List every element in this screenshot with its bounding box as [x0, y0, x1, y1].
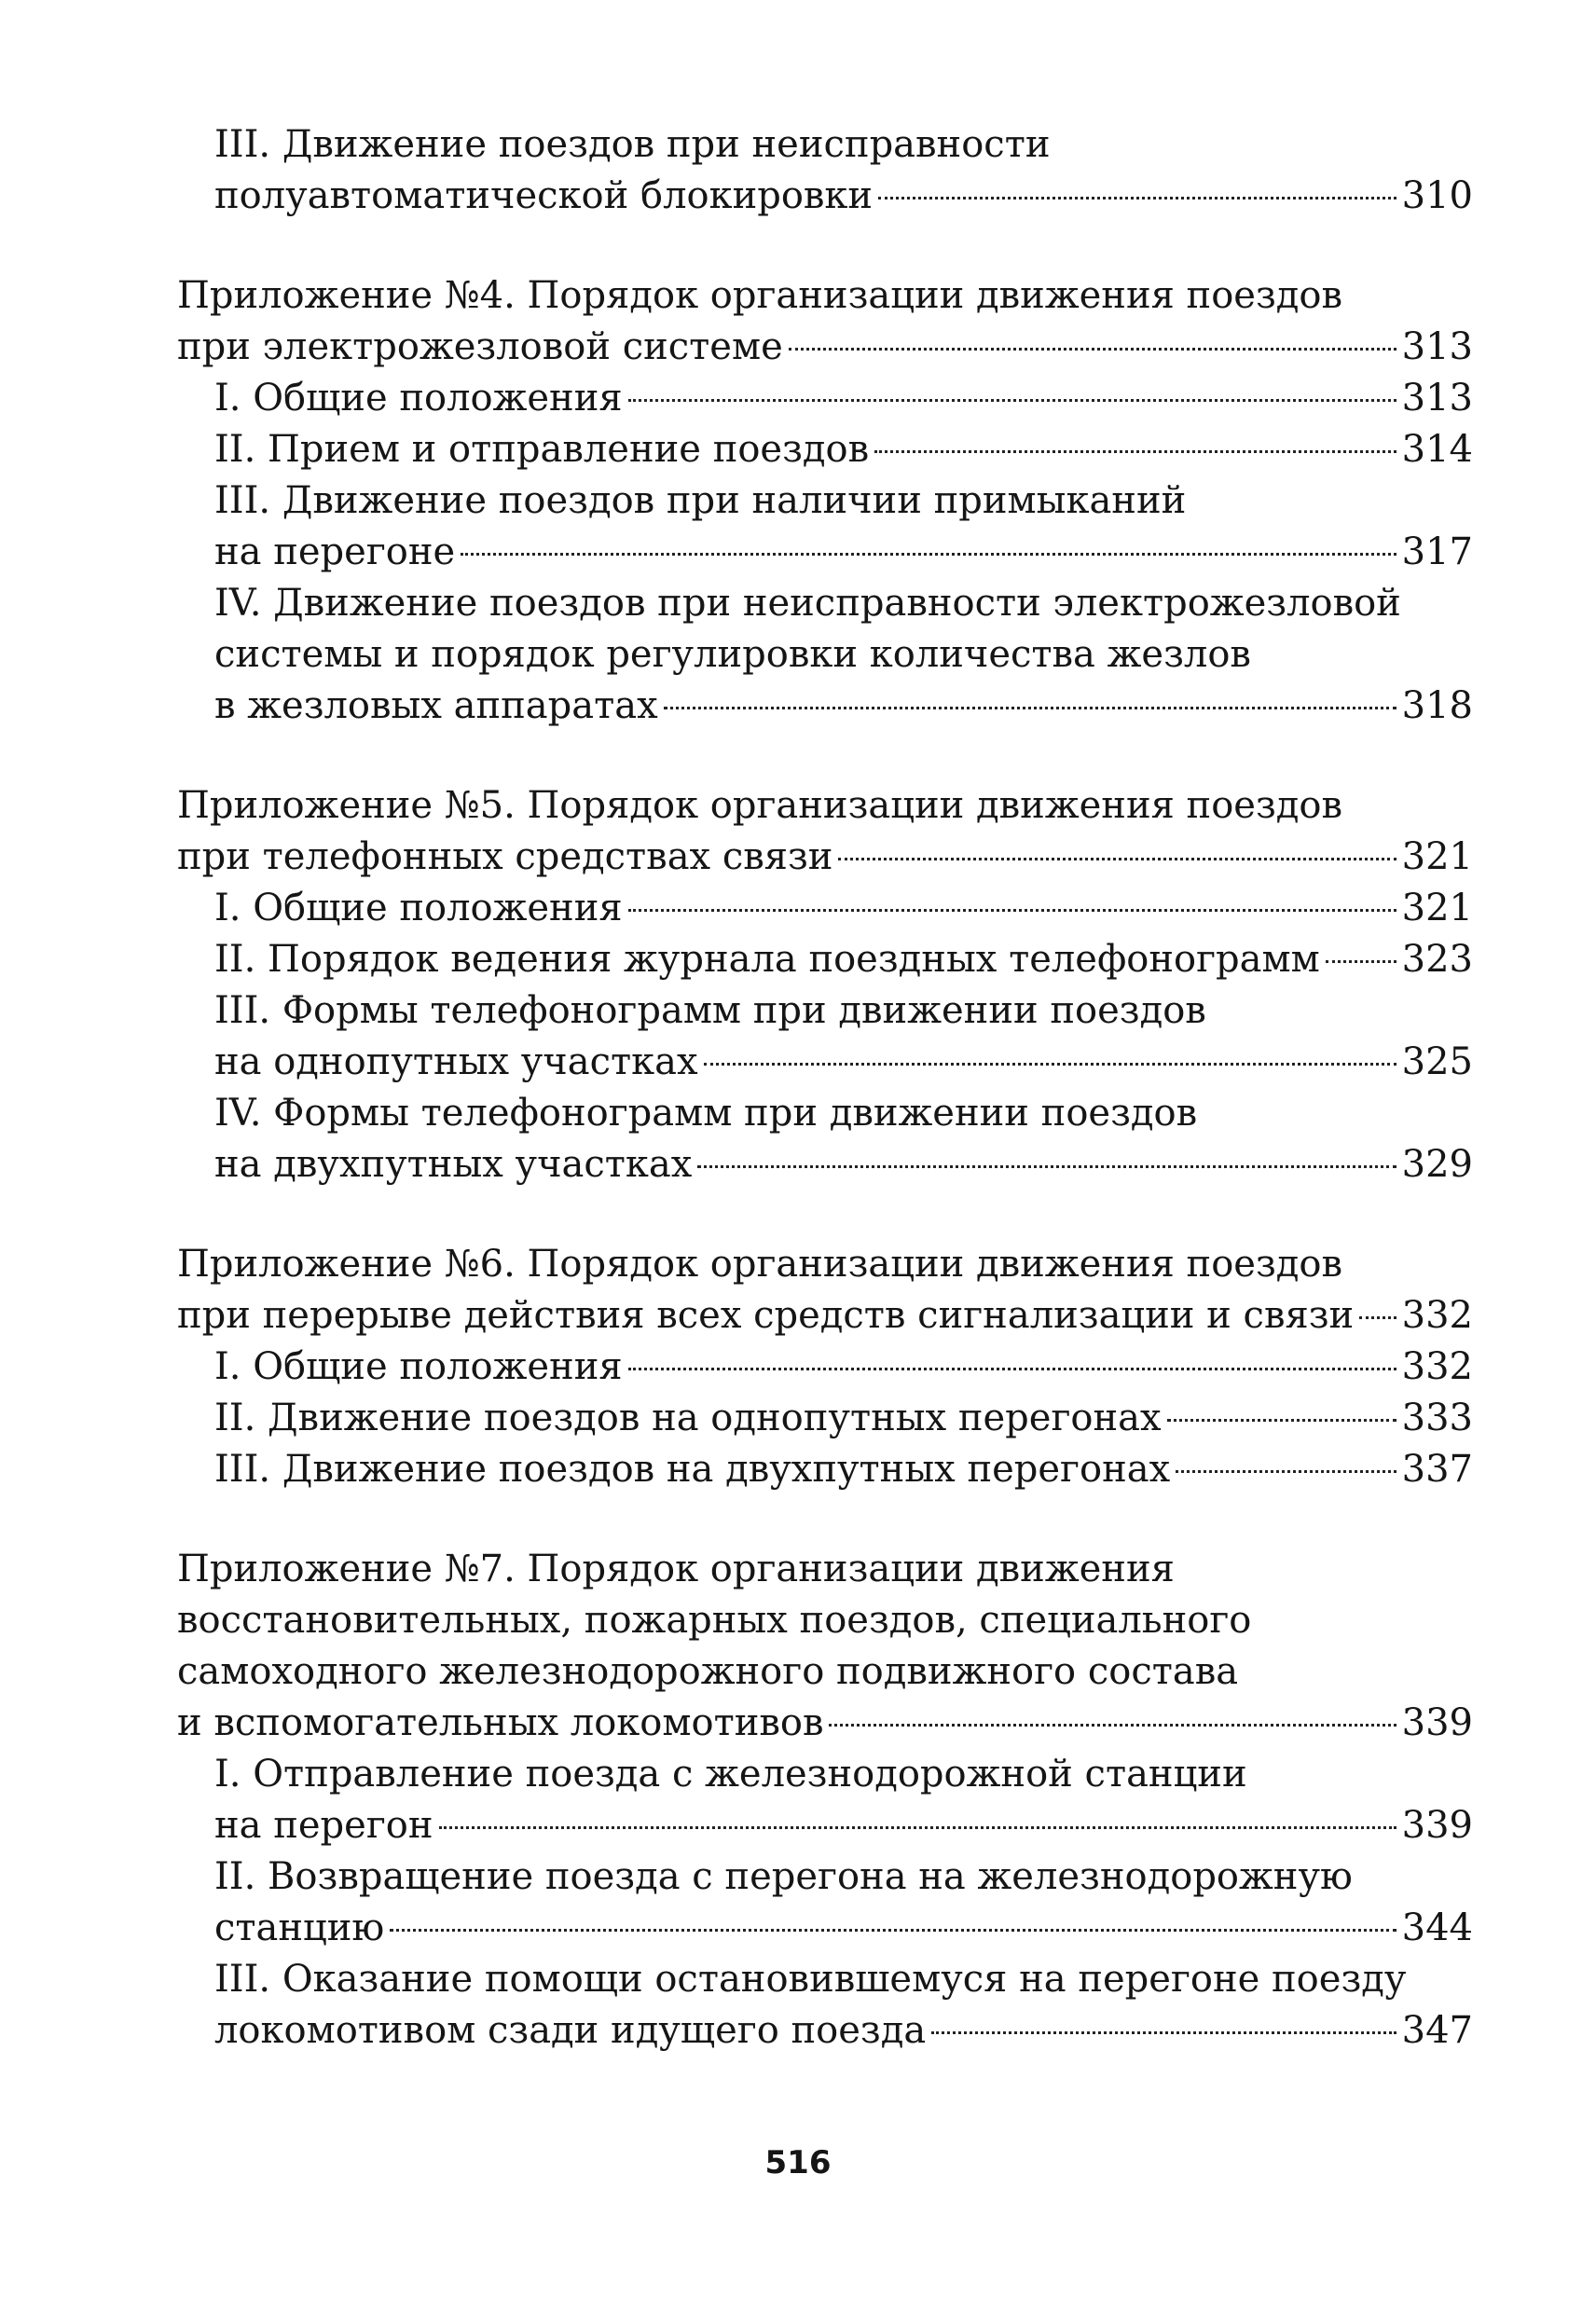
toc-entry — [214, 1393, 1473, 1444]
toc-entry-text: II. Прием и отправление поездов — [214, 428, 870, 471]
toc-entry-continued — [177, 1646, 1473, 1698]
toc-page-number: 339 — [1401, 1701, 1473, 1744]
toc-entry-text: II. Движение поездов на однопутных перегонах — [214, 1397, 1162, 1439]
page-number: 516 — [764, 2144, 832, 2181]
toc-entry — [214, 1903, 1473, 1954]
toc-entry — [214, 1444, 1473, 1495]
toc-entry-text: IV. Движение поездов при неисправности электрожезловой — [214, 582, 1401, 625]
toc-entry — [214, 1139, 1473, 1190]
toc-entry-continued — [214, 1851, 1473, 1903]
dot-leader — [628, 1368, 1396, 1370]
toc-entry — [214, 373, 1473, 424]
toc-entry — [214, 1342, 1473, 1393]
toc-page-number: 313 — [1401, 325, 1473, 368]
toc-entry-continued — [177, 780, 1473, 832]
toc-entry-continued — [214, 578, 1473, 629]
toc-entry-text: станцию — [214, 1906, 385, 1949]
toc-entry-continued — [214, 1749, 1473, 1800]
toc-entry-text: I. Общие положения — [214, 377, 623, 420]
toc-entry-text: I. Общие положения — [214, 887, 623, 929]
toc-entry-continued — [214, 475, 1473, 527]
toc-page-number: 337 — [1401, 1448, 1473, 1491]
toc-entry-text: Приложение №4. Порядок организации движения поездов — [177, 274, 1343, 317]
dot-leader — [1176, 1470, 1396, 1473]
dot-leader — [931, 2031, 1396, 2034]
toc-entry-continued — [214, 1954, 1473, 2005]
toc-entry — [214, 527, 1473, 578]
dot-leader — [838, 858, 1396, 860]
toc-entry — [214, 424, 1473, 475]
toc-entry-continued — [214, 629, 1473, 681]
toc-entry-text: восстановительных, пожарных поездов, специального — [177, 1599, 1252, 1642]
toc-entry-text: Приложение №5. Порядок организации движения поездов — [177, 784, 1343, 827]
toc-entry-continued — [214, 985, 1473, 1037]
toc-entry-text: I. Общие положения — [214, 1345, 623, 1388]
toc-entry — [214, 1037, 1473, 1088]
toc-entry-text: на однопутных участках — [214, 1040, 698, 1083]
dot-leader — [439, 1826, 1396, 1829]
toc-entry — [214, 934, 1473, 985]
toc-entry-continued — [214, 1088, 1473, 1139]
table-of-contents — [177, 119, 1473, 2057]
dot-leader — [878, 197, 1396, 200]
toc-entry — [214, 681, 1473, 732]
toc-page-number: 321 — [1401, 887, 1473, 929]
dot-leader — [461, 553, 1396, 556]
toc-page-number: 332 — [1401, 1345, 1473, 1388]
toc-page-number: 332 — [1401, 1294, 1473, 1337]
toc-page-number: 317 — [1401, 530, 1473, 573]
toc-entry-text: III. Формы телефонограмм при движении поездов — [214, 989, 1206, 1032]
toc-page-number: 347 — [1401, 2009, 1473, 2052]
toc-page-number: 323 — [1401, 938, 1473, 981]
toc-page-number: 318 — [1401, 684, 1473, 727]
toc-entry-text: при перерыве действия всех средств сигнализации и связи — [177, 1294, 1355, 1337]
toc-entry-text: III. Движение поездов на двухпутных перегонах — [214, 1448, 1171, 1491]
dot-leader — [628, 909, 1396, 912]
dot-leader — [628, 399, 1396, 402]
toc-entry-continued — [214, 119, 1473, 171]
dot-leader — [1359, 1316, 1396, 1319]
toc-entry-text: системы и порядок регулировки количества жезлов — [214, 633, 1251, 676]
toc-page-number: 344 — [1401, 1906, 1473, 1949]
toc-entry-text: I. Отправление поезда с железнодорожной станции — [214, 1753, 1247, 1796]
dot-leader — [664, 707, 1396, 709]
dot-leader — [1326, 960, 1396, 963]
toc-entry-text: III. Оказание помощи остановившемуся на перегоне поезду — [214, 1958, 1407, 2001]
toc-page-number: 314 — [1401, 428, 1473, 471]
toc-entry-text: при электрожезловой системе — [177, 325, 783, 368]
toc-entry — [214, 1800, 1473, 1851]
dot-leader — [829, 1724, 1396, 1727]
dot-leader — [697, 1165, 1396, 1168]
dot-leader — [874, 450, 1396, 453]
dot-leader — [789, 348, 1396, 351]
toc-entry-text: в жезловых аппаратах — [214, 684, 658, 727]
toc-entry — [214, 171, 1473, 222]
toc-entry-text: Приложение №6. Порядок организации движения поездов — [177, 1243, 1343, 1286]
toc-entry-text: на перегоне — [214, 530, 456, 573]
toc-entry-text: II. Порядок ведения журнала поездных телефонограмм — [214, 938, 1320, 981]
toc-entry — [214, 883, 1473, 934]
toc-entry-continued — [177, 270, 1473, 322]
toc-entry-text: II. Возвращение поезда с перегона на железнодорожную — [214, 1855, 1353, 1898]
toc-page-number: 313 — [1401, 377, 1473, 420]
toc-entry — [177, 832, 1473, 883]
toc-page-number: 321 — [1401, 835, 1473, 878]
dot-leader — [390, 1929, 1396, 1932]
toc-entry-text: самоходного железнодорожного подвижного состава — [177, 1650, 1239, 1693]
toc-entry-text: при телефонных средствах связи — [177, 835, 833, 878]
toc-entry — [214, 2005, 1473, 2057]
toc-entry-text: на двухпутных участках — [214, 1143, 693, 1186]
toc-entry — [177, 1698, 1473, 1749]
toc-entry-text: полуавтоматической блокировки — [214, 174, 874, 217]
toc-entry-text: IV. Формы телефонограмм при движении поездов — [214, 1092, 1198, 1135]
toc-page-number: 310 — [1401, 174, 1473, 217]
toc-page-number: 325 — [1401, 1040, 1473, 1083]
toc-entry-text: и вспомогательных локомотивов — [177, 1701, 824, 1744]
toc-page-number: 333 — [1401, 1397, 1473, 1439]
toc-entry — [177, 1290, 1473, 1342]
dot-leader — [704, 1063, 1396, 1066]
toc-entry-text: Приложение №7. Порядок организации движения — [177, 1548, 1175, 1590]
toc-entry-continued — [177, 1544, 1473, 1595]
toc-entry-text: локомотивом сзади идущего поезда — [214, 2009, 927, 2052]
dot-leader — [1167, 1419, 1396, 1422]
toc-page-number: 339 — [1401, 1804, 1473, 1847]
toc-entry-text: на перегон — [214, 1804, 433, 1847]
toc-entry-text: III. Движение поездов при наличии примыканий — [214, 479, 1187, 522]
toc-entry-continued — [177, 1239, 1473, 1290]
toc-entry-text: III. Движение поездов при неисправности — [214, 123, 1051, 166]
toc-page-number: 329 — [1401, 1143, 1473, 1186]
toc-entry-continued — [177, 1595, 1473, 1646]
toc-entry — [177, 322, 1473, 373]
